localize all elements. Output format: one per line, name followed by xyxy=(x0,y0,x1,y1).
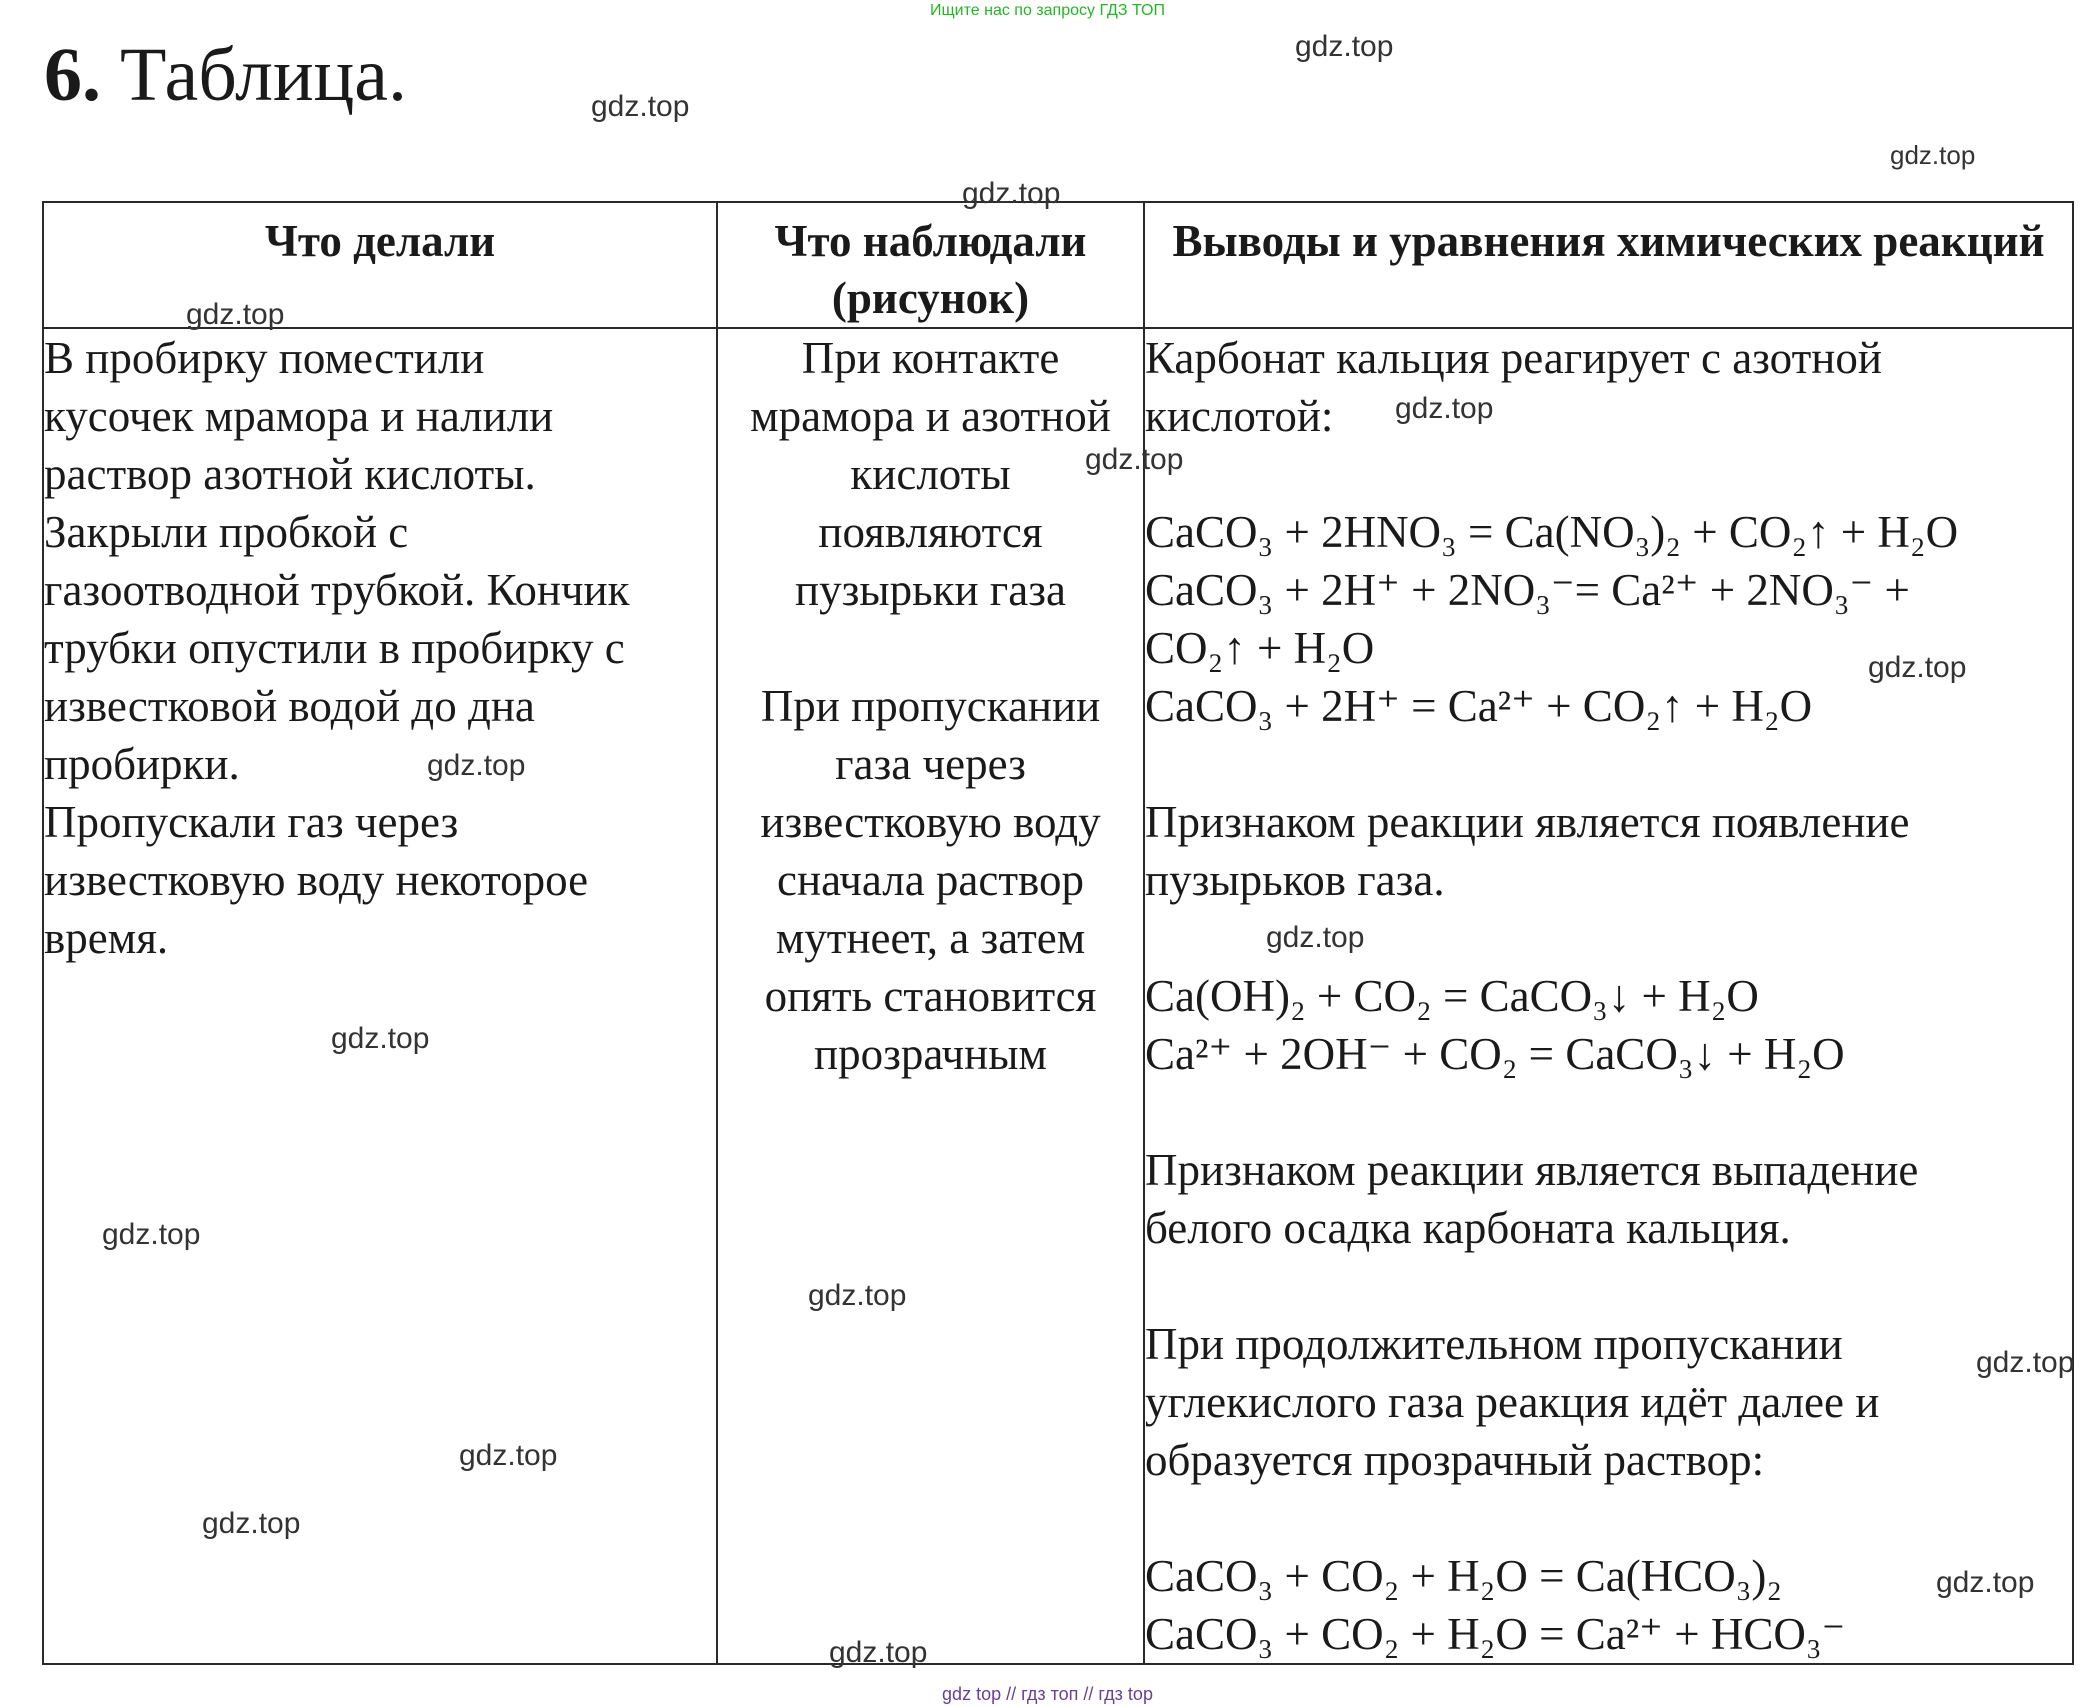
did-line: Пропускали газ через xyxy=(44,797,459,847)
watermark: gdz.top xyxy=(1266,921,1365,954)
equation: Ca(OH)₂ + CO₂ = CaCO₃↓ + H₂O xyxy=(1145,971,1759,1021)
observed-line: опять становится xyxy=(764,971,1097,1021)
did-line: пробирки. xyxy=(44,739,240,789)
observed-line: появляются xyxy=(818,507,1043,557)
watermark: gdz.top xyxy=(1395,392,1494,425)
did-line: кусочек мрамора и налили xyxy=(44,391,554,441)
watermark: gdz.top xyxy=(202,1507,301,1540)
task-title: Таблица. xyxy=(120,33,408,117)
conclusion-text: пузырьков газа. xyxy=(1145,855,1445,905)
footer-links[interactable]: gdz top // гдз топ // гдз top xyxy=(942,1684,1153,1704)
watermark: gdz.top xyxy=(1976,1346,2075,1379)
observed-line: газа через xyxy=(835,739,1026,789)
conclusion-spacer xyxy=(1145,1083,2072,1141)
observed-line: прозрачным xyxy=(814,1029,1047,1079)
watermark: gdz.top xyxy=(1936,1566,2035,1599)
watermark: gdz.top xyxy=(1868,651,1967,684)
experiment-table xyxy=(42,201,2074,1665)
observed-spacer xyxy=(718,619,1143,677)
equation: CaCO₃ + 2H⁺ + 2NO₃⁻= Ca²⁺ + 2NO₃⁻ + xyxy=(1145,565,1910,615)
observed-line: кислоты xyxy=(850,449,1011,499)
did-line: раствор азотной кислоты. xyxy=(44,449,536,499)
conclusion-spacer xyxy=(1145,735,2072,793)
conclusion-text: Признаком реакции является появление xyxy=(1145,797,1910,847)
did-line: Закрыли пробкой с xyxy=(44,507,409,557)
observed-line: При пропускании xyxy=(760,681,1101,731)
search-banner: Ищите нас по запросу ГДЗ ТОП xyxy=(930,2,1165,19)
conclusion-spacer xyxy=(1145,445,2072,503)
did-cell xyxy=(43,328,717,1664)
watermark: gdz.top xyxy=(331,1022,430,1055)
observed-line: известковую воду xyxy=(760,797,1101,847)
did-line: трубки опустили в пробирку с xyxy=(44,623,625,673)
header-conclusions: Выводы и уравнения химических реакций xyxy=(1144,202,2073,328)
conclusion-text: Карбонат кальция реагирует с азотной xyxy=(1145,333,1882,383)
watermark: gdz.top xyxy=(1295,30,1394,63)
watermark: gdz.top xyxy=(591,90,690,123)
table-header-row xyxy=(43,202,2073,328)
did-line: известковой водой до дна xyxy=(44,681,535,731)
observed-line: мутнеет, а затем xyxy=(775,913,1086,963)
equation: CO₂↑ + H₂O xyxy=(1145,623,1375,673)
header-observed: Что наблюдали (рисунок) xyxy=(717,202,1144,328)
equation: CaCO₃ + 2HNO₃ = Ca(NO₃)₂ + CO₂↑ + H₂O xyxy=(1145,507,1959,557)
equation: CaCO₃ + CO₂ + H₂O = Ca(HCO₃)₂ xyxy=(1145,1551,1783,1601)
watermark: gdz.top xyxy=(102,1218,201,1251)
equation: CaCO₃ + CO₂ + H₂O = Ca²⁺ + HCO₃⁻ xyxy=(1145,1609,1846,1659)
observed-line: При контакте xyxy=(801,333,1060,383)
observed-line: сначала раствор xyxy=(777,855,1084,905)
conclusion-text: углекислого газа реакция идёт далее и xyxy=(1145,1377,1880,1427)
did-line: В пробирку поместили xyxy=(44,333,485,383)
observed-line: мрамора и азотной xyxy=(750,391,1111,441)
watermark: gdz.top xyxy=(1890,140,1976,170)
conclusion-spacer xyxy=(1145,1489,2072,1547)
observed-cell xyxy=(717,328,1144,1664)
conclusion-text: Признаком реакции является выпадение xyxy=(1145,1145,1919,1195)
conclusion-text: кислотой: xyxy=(1145,391,1334,441)
watermark: gdz.top xyxy=(808,1279,907,1312)
conclusion-text: образуется прозрачный раствор: xyxy=(1145,1435,1765,1485)
conclusion-spacer xyxy=(1145,1257,2072,1315)
observed-line: пузырьки газа xyxy=(795,565,1066,615)
watermark: gdz.top xyxy=(1085,443,1184,476)
table-row xyxy=(43,328,2073,1664)
conclusions-cell xyxy=(1144,328,2073,1664)
did-line: известковую воду некоторое xyxy=(44,855,589,905)
equation: Ca²⁺ + 2OH⁻ + CO₂ = CaCO₃↓ + H₂O xyxy=(1145,1029,1845,1079)
header-did: Что делали xyxy=(43,202,717,328)
watermark: gdz.top xyxy=(962,177,1061,210)
did-line: газоотводной трубкой. Кончик xyxy=(44,565,630,615)
watermark: gdz.top xyxy=(459,1439,558,1472)
watermark: gdz.top xyxy=(829,1636,928,1669)
equation: CaCO₃ + 2H⁺ = Ca²⁺ + CO₂↑ + H₂O xyxy=(1145,681,1813,731)
watermark: gdz.top xyxy=(427,749,526,782)
conclusion-text: белого осадка карбоната кальция. xyxy=(1145,1203,1791,1253)
conclusion-text: При продолжительном пропускании xyxy=(1145,1319,1843,1369)
task-number: 6. xyxy=(44,33,101,117)
watermark: gdz.top xyxy=(186,298,285,331)
did-line: время. xyxy=(44,913,169,963)
page-title xyxy=(44,30,407,120)
